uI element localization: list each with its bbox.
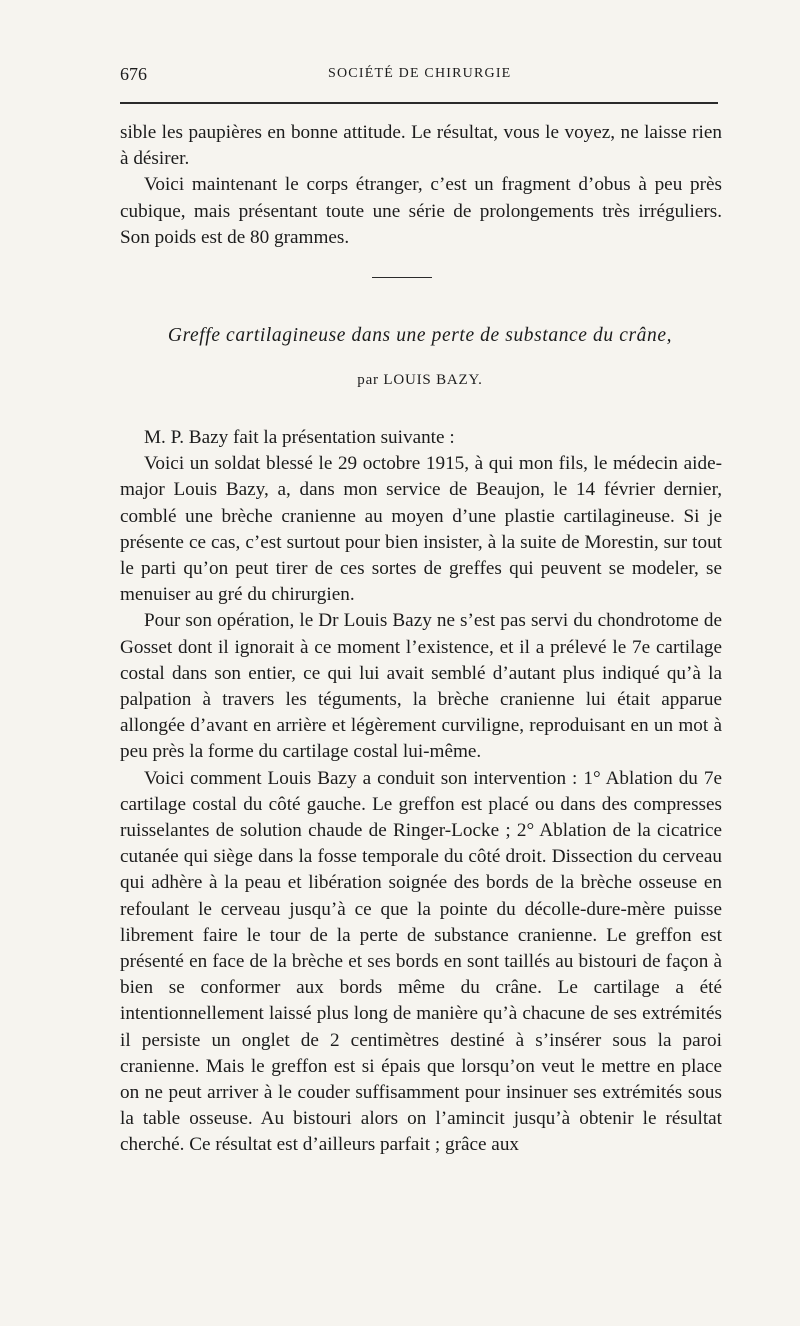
paragraph: M. P. Bazy fait la présentation suivante : <box>144 427 455 448</box>
intro-text <box>120 120 722 251</box>
article-body <box>120 425 722 1159</box>
header-rule <box>120 102 718 104</box>
paragraph: Voici maintenant le corps étranger, c’est un fragment d’obus à peu près cubique, mais présentant toute une série de prolongements très irréguliers. Son poids est de 80 grammes. <box>120 174 722 248</box>
section-divider <box>372 277 432 278</box>
page-number: 676 <box>120 64 147 84</box>
paragraph: Pour son opération, le Dr Louis Bazy ne s’est pas servi du chondrotome de Gosset dont il ignorait à ce moment l’existence, et il a prélevé le 7e cartilage costal dans son entier, ce qui lui avait semblé d’autant plus indiqué qu’à la palpation à travers les téguments, la brèche cranienne lui était apparue allongée d’avant en arrière et légèrement curviligne, reproduisant en un mot à peu près la forme du cartilage costal lui-même. <box>120 610 722 763</box>
paragraph: Voici un soldat blessé le 29 octobre 1915, à qui mon fils, le médecin aide-major Louis Bazy, a, dans mon service de Beaujon, le 14 février dernier, comblé une brèche cranienne au moyen d’une plastie cartilagineuse. Si je présente ce cas, c’est surtout pour bien insister, à la suite de Morestin, sur tout le parti qu’on peut tirer de ces sortes de greffes qui peuvent se modeler, se menuiser au gré du chirurgien. <box>120 453 722 606</box>
running-head <box>120 64 720 90</box>
article-byline: par LOUIS BAZY. <box>357 372 483 388</box>
journal-title: SOCIÉTÉ DE CHIRURGIE <box>328 66 512 81</box>
article-title: Greffe cartilagineuse dans une perte de substance du crâne, <box>167 325 673 346</box>
paragraph: Voici comment Louis Bazy a conduit son intervention : 1° Ablation du 7e cartilage costal du côté gauche. Le greffon est placé ou dans des compresses ruisselantes de solution chaude de Ringer-Locke ; 2° Ablation de la cicatrice cutanée qui siège dans la fosse temporale du côté droit. Dissection du cerveau qui adhère à la peau et libération soignée des bords de la brèche osseuse en refoulant le cerveau jusqu’à ce que la pointe du décolle-dure-mère puisse librement faire le tour de la perte de substance cranienne. Le greffon est présenté en face de la brèche et ses bords en sont taillés au bistouri de façon à bien se conformer aux bords même du crâne. Le cartilage a été intentionnellement laissé plus long de manière qu’à chacune de ses extrémités il persiste un onglet de 2 centimètres destiné à s’insérer sous la paroi cranienne. Mais le greffon est si épais que lorsqu’on veut le mettre en place on ne peut arriver à le couder suffisamment pour insinuer ses extrémités sous la table osseuse. Au bistouri alors on l’amincit jusqu’à obtenir le résultat cherché. Ce résultat est d’ailleurs parfait ; grâce aux <box>120 767 722 1156</box>
paragraph: sible les paupières en bonne attitude. Le résultat, vous le voyez, ne laisse rien à désirer. <box>120 122 722 170</box>
